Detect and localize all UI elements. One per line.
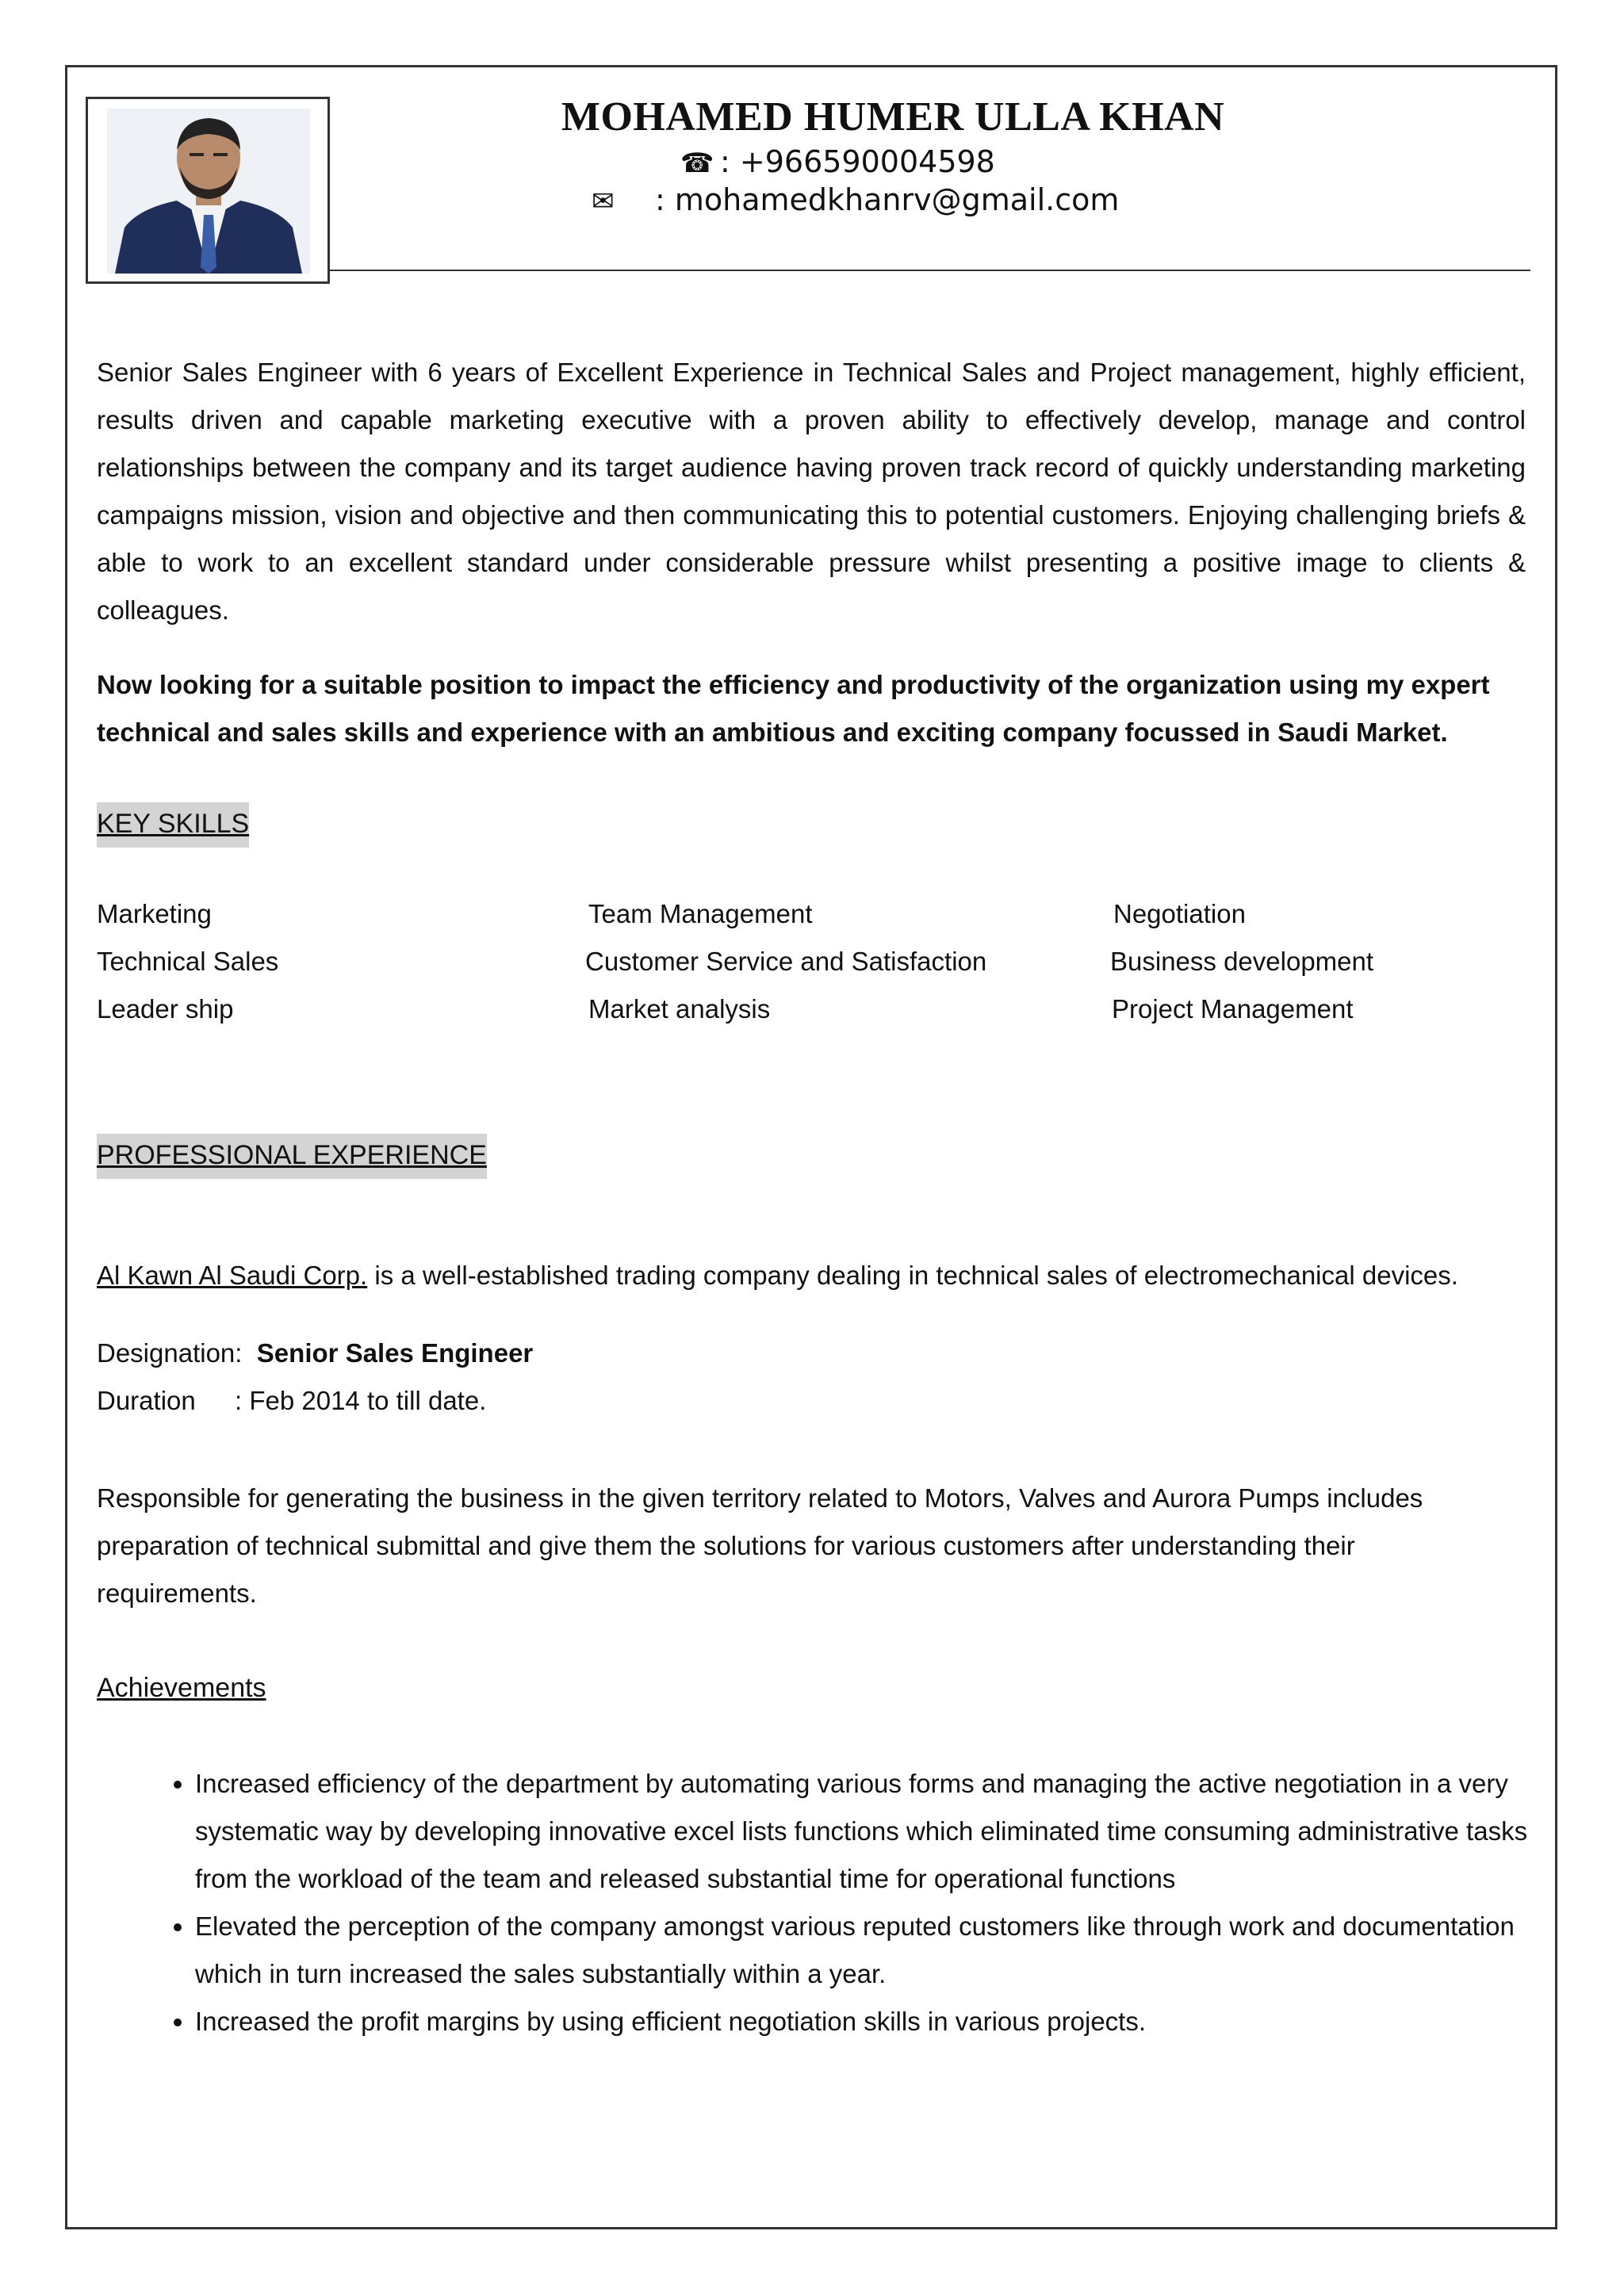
skill-item: Leader ship: [97, 994, 234, 1024]
duration-line: [97, 1386, 486, 1416]
email-address[interactable]: : mohamedkhanrv@gmail.com: [655, 182, 1120, 217]
achievements-heading: Achievements: [97, 1673, 266, 1703]
skill-item: Negotiation: [1113, 899, 1246, 928]
person-portrait-icon: [107, 109, 310, 274]
email-line: [592, 182, 1119, 217]
duration-value: : Feb 2014 to till date.: [235, 1386, 487, 1415]
candidate-name: MOHAMED HUMER ULLA KHAN: [561, 94, 1225, 140]
company-line: [97, 1261, 1458, 1291]
responsibility-paragraph: Responsible for generating the business in the given territory related to Motors, Valves and Aurora Pumps includes preparation of technical submittal and give them the solutions for various customers after understanding their requirements.: [97, 1483, 1423, 1608]
phone-icon: ☎: [680, 147, 714, 179]
list-item: • Increased efficiency of the department by automating various forms and managing the active negotiation in a very systematic way by developing innovative excel lists functions which eliminated time consuming administrative tasks from the workload of the team and released substantial time for operational functions: [195, 1760, 1575, 1903]
designation-line: [97, 1338, 533, 1368]
phone-line: [680, 144, 995, 179]
list-item: • Elevated the perception of the company amongst various reputed customers like through work and documentation which in turn increased the sales substantially within a year.: [195, 1903, 1575, 1998]
skill-item: Market analysis: [588, 994, 771, 1024]
skill-item: Team Management: [588, 899, 813, 928]
skill-item: Technical Sales: [97, 947, 279, 976]
skill-item: Business development: [1110, 947, 1374, 976]
skill-item: Marketing: [97, 899, 212, 928]
summary-paragraph: Senior Sales Engineer with 6 years of Excellent Experience in Technical Sales and Project management, highly efficient, results driven and capable marketing executive with a proven ability to effectively develop, manage and control relationships between the company and its target audience having proven track record of quickly understanding marketing campaigns mission, vision and objective and then communicating this to potential customers. Enjoying challenging briefs & able to work to an excellent standard under considerable pressure whilst presenting a positive image to clients & colleagues.: [97, 358, 1526, 625]
career-goal: Now looking for a suitable position to impact the efficiency and productivity of the organization using my expert technical and sales skills and experience with an ambitious and exciting company focussed in Saudi Market.: [97, 670, 1490, 747]
duration-label: Duration: [97, 1386, 196, 1415]
list-item: • Increased the profit margins by using efficient negotiation skills in various projects.: [195, 1998, 1575, 2045]
header-divider: [330, 270, 1530, 271]
experience-heading: PROFESSIONAL EXPERIENCE: [97, 1134, 487, 1179]
company-description: is a well-established trading company dealing in technical sales of electromechanical devices.: [367, 1261, 1458, 1290]
phone-number[interactable]: : +966590004598: [720, 144, 995, 179]
skill-item: Customer Service and Satisfaction: [585, 947, 987, 976]
company-name: Al Kawn Al Saudi Corp.: [97, 1261, 368, 1290]
skills-grid: [97, 899, 1526, 1058]
designation-value: Senior Sales Engineer: [256, 1338, 534, 1368]
skill-item: Project Management: [1112, 994, 1354, 1024]
designation-label: Designation:: [97, 1338, 243, 1368]
envelope-icon: ✉: [592, 186, 615, 217]
key-skills-heading: KEY SKILLS: [97, 802, 249, 848]
profile-photo-frame: [86, 97, 330, 284]
achievements-list: [135, 1760, 1575, 2045]
profile-photo: [107, 109, 310, 274]
